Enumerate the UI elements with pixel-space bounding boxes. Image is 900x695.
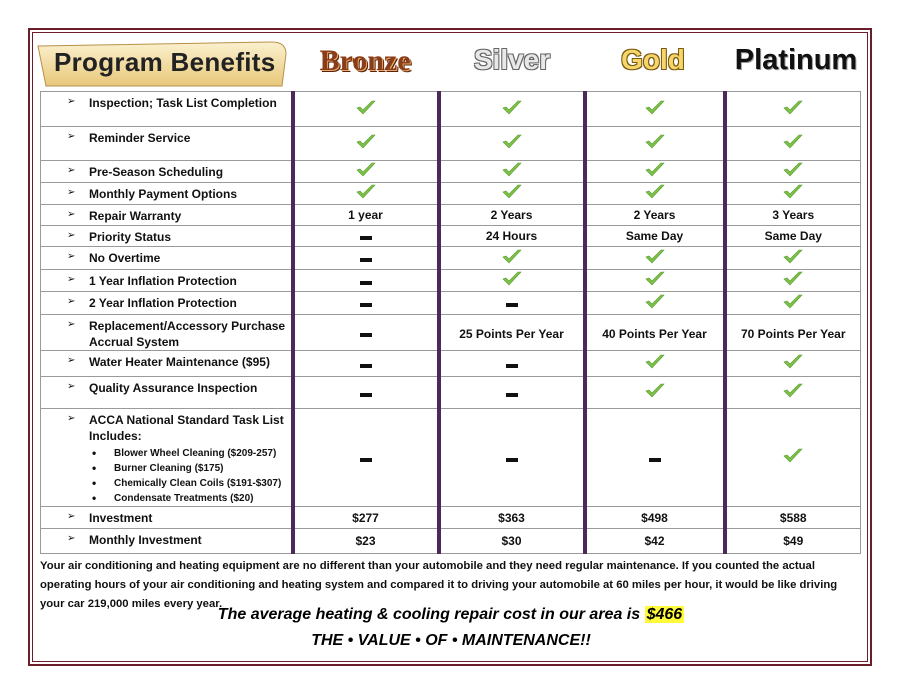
tier-value: 1 year <box>348 208 383 222</box>
tier-cell-silver <box>439 92 585 127</box>
dash-icon <box>649 458 661 462</box>
checkmark-icon <box>644 293 666 311</box>
arrow-bullet-icon: ➢ <box>67 319 76 330</box>
feature-cell <box>41 183 293 205</box>
tier-cell-silver <box>439 292 585 315</box>
tier-cell-gold <box>585 161 725 183</box>
tier-cell-silver <box>439 315 585 351</box>
checkmark-icon <box>501 133 523 151</box>
feature-label: Quality Assurance Inspection <box>89 381 258 395</box>
feature-label: Repair Warranty <box>89 209 182 223</box>
checkmark-icon <box>355 133 377 151</box>
tier-value: $588 <box>779 510 807 525</box>
tier-cell-platinum <box>725 270 861 292</box>
arrow-bullet-icon: ➢ <box>67 511 76 522</box>
tier-cell-silver <box>439 409 585 507</box>
checkmark-icon <box>644 353 666 371</box>
feature-label: Inspection; Task List Completion <box>89 96 277 110</box>
tier-value: $277 <box>352 510 379 525</box>
table-row <box>41 183 861 205</box>
tier-value: $42 <box>644 534 665 548</box>
tier-cell-bronze <box>293 507 439 529</box>
dash-icon <box>360 458 372 462</box>
tier-cell-gold <box>585 529 725 554</box>
tier-value: $30 <box>501 534 522 548</box>
tier-cell-gold <box>585 92 725 127</box>
table-row <box>41 226 861 247</box>
tier-cell-gold <box>585 409 725 507</box>
checkmark-icon <box>782 183 804 201</box>
tier-cell-bronze <box>293 127 439 161</box>
table-row <box>41 247 861 270</box>
tier-cell-bronze <box>293 409 439 507</box>
tier-cell-silver <box>439 247 585 270</box>
tier-cell-silver <box>439 127 585 161</box>
tier-cell-bronze <box>293 226 439 247</box>
tier-value: 24 Hours <box>485 229 538 243</box>
tier-cell-platinum <box>725 377 861 409</box>
tagline-text: The average heating & cooling repair cost in our area is <box>217 606 641 623</box>
tier-cell-platinum <box>725 226 861 247</box>
tier-cell-platinum <box>725 127 861 161</box>
checkmark-icon <box>782 353 804 371</box>
page-title: Program Benefits <box>54 47 276 77</box>
arrow-bullet-icon: ➢ <box>67 251 76 262</box>
tier-cell-bronze <box>293 270 439 292</box>
tier-cell-platinum <box>725 247 861 270</box>
tier-value: $49 <box>783 534 804 548</box>
feature-cell <box>41 226 293 247</box>
tier-value: 70 Points Per Year <box>740 327 846 341</box>
checkmark-icon <box>782 133 804 151</box>
checkmark-icon <box>644 161 666 179</box>
checkmark-icon <box>782 293 804 311</box>
tier-cell-gold <box>585 315 725 351</box>
arrow-bullet-icon: ➢ <box>67 209 76 220</box>
feature-cell <box>41 247 293 270</box>
table-row <box>41 377 861 409</box>
feature-cell <box>41 161 293 183</box>
checkmark-icon <box>644 270 666 288</box>
task-list-item: • Blower Wheel Cleaning ($209-257) <box>89 446 291 461</box>
tier-cell-gold <box>585 183 725 205</box>
feature-cell <box>41 315 293 351</box>
tier-cell-bronze <box>293 377 439 409</box>
arrow-bullet-icon: ➢ <box>67 274 76 285</box>
checkmark-icon <box>644 183 666 201</box>
arrow-bullet-icon: ➢ <box>67 413 76 424</box>
tier-cell-bronze <box>293 529 439 554</box>
feature-cell <box>41 529 293 554</box>
tier-cell-platinum <box>725 92 861 127</box>
feature-label: Water Heater Maintenance ($95) <box>89 355 270 369</box>
tier-cell-platinum <box>725 315 861 351</box>
dash-icon <box>506 393 518 397</box>
feature-cell <box>41 270 293 292</box>
checkmark-icon <box>355 161 377 179</box>
task-list-item: • Burner Cleaning ($175) <box>89 461 291 476</box>
feature-cell <box>41 292 293 315</box>
arrow-bullet-icon: ➢ <box>67 381 76 392</box>
dash-icon <box>360 258 372 262</box>
table-row <box>41 205 861 226</box>
checkmark-icon <box>644 248 666 266</box>
tier-cell-bronze <box>293 92 439 127</box>
value-of-maintenance: THE • VALUE • OF • MAINTENANCE!! <box>311 632 591 649</box>
tier-cell-bronze <box>293 183 439 205</box>
tier-cell-silver <box>439 351 585 377</box>
checkmark-icon <box>782 270 804 288</box>
tier-cell-gold <box>585 377 725 409</box>
table-row <box>41 315 861 351</box>
dash-icon <box>360 333 372 337</box>
tier-cell-platinum <box>725 183 861 205</box>
tier-cell-silver <box>439 205 585 226</box>
checkmark-icon <box>782 382 804 400</box>
benefits-table <box>40 91 861 554</box>
feature-cell <box>41 377 293 409</box>
maintenance-note: Your air conditioning and heating equipment are no different than your automobile and they need regular maintenance. If you counted the actual operating hours of your air conditioning and heating system and compared it to driving your automobile at 60 miles per hour, it would be like driving your car 219,000 miles every year. <box>40 560 838 610</box>
dash-icon <box>506 303 518 307</box>
feature-label: Investment <box>89 511 153 525</box>
checkmark-icon <box>501 183 523 201</box>
feature-label: Priority Status <box>89 230 172 244</box>
tier-cell-gold <box>585 205 725 226</box>
task-list-item: • Condensate Treatments ($20) <box>89 491 291 506</box>
arrow-bullet-icon: ➢ <box>67 131 76 142</box>
table-row <box>41 351 861 377</box>
checkmark-icon <box>644 382 666 400</box>
checkmark-icon <box>782 161 804 179</box>
feature-label: 2 Year Inflation Protection <box>89 296 237 310</box>
tier-cell-silver <box>439 377 585 409</box>
tier-cell-silver <box>439 270 585 292</box>
feature-cell <box>41 409 293 507</box>
tier-value: 25 Points Per Year <box>459 327 564 341</box>
tier-cell-bronze <box>293 247 439 270</box>
tier-cell-platinum <box>725 409 861 507</box>
tier-value: $498 <box>641 510 668 525</box>
table-row <box>41 161 861 183</box>
tier-cell-gold <box>585 127 725 161</box>
feature-cell <box>41 127 293 161</box>
arrow-bullet-icon: ➢ <box>67 165 76 176</box>
arrow-bullet-icon: ➢ <box>67 296 76 307</box>
feature-label: Monthly Investment <box>89 533 202 547</box>
checkmark-icon <box>355 99 377 117</box>
arrow-bullet-icon: ➢ <box>67 355 76 366</box>
feature-label: Pre-Season Scheduling <box>89 165 224 179</box>
tier-title-platinum: Platinum <box>734 44 858 76</box>
feature-cell <box>41 205 293 226</box>
tier-value: Same Day <box>764 229 822 243</box>
tier-cell-silver <box>439 161 585 183</box>
arrow-bullet-icon: ➢ <box>67 96 76 107</box>
tier-title-silver: Silver <box>473 44 551 75</box>
table-row <box>41 409 861 507</box>
tier-cell-platinum <box>725 507 861 529</box>
checkmark-icon <box>782 248 804 266</box>
checkmark-icon <box>644 133 666 151</box>
feature-cell <box>41 351 293 377</box>
repair-cost-amount: $466 <box>646 606 683 623</box>
dash-icon <box>360 364 372 368</box>
tier-cell-gold <box>585 507 725 529</box>
arrow-bullet-icon: ➢ <box>67 533 76 544</box>
tier-cell-platinum <box>725 351 861 377</box>
tier-value: $23 <box>355 534 376 548</box>
tier-value: $363 <box>498 510 525 525</box>
feature-label: Replacement/Accessory Purchase Accrual System <box>89 319 286 349</box>
feature-cell <box>41 92 293 127</box>
tier-cell-bronze <box>293 205 439 226</box>
dash-icon <box>506 364 518 368</box>
arrow-bullet-icon: ➢ <box>67 230 76 241</box>
table-row <box>41 92 861 127</box>
checkmark-icon <box>782 447 804 465</box>
tier-value: 40 Points Per Year <box>602 327 707 341</box>
checkmark-icon <box>644 99 666 117</box>
dash-icon <box>506 458 518 462</box>
checkmark-icon <box>501 161 523 179</box>
table-row <box>41 127 861 161</box>
tier-cell-platinum <box>725 205 861 226</box>
tier-cell-gold <box>585 270 725 292</box>
checkmark-icon <box>501 270 523 288</box>
feature-label: No Overtime <box>89 251 161 265</box>
table-row <box>41 507 861 529</box>
tier-title-bronze: Bronze <box>319 44 411 77</box>
checkmark-icon <box>782 99 804 117</box>
tier-cell-gold <box>585 292 725 315</box>
feature-label: ACCA National Standard Task List Includes: <box>89 413 284 443</box>
dash-icon <box>360 281 372 285</box>
checkmark-icon <box>355 183 377 201</box>
dash-icon <box>360 236 372 240</box>
repair-cost-tagline <box>40 606 862 624</box>
tier-cell-bronze <box>293 161 439 183</box>
tier-cell-bronze <box>293 351 439 377</box>
tier-cell-platinum <box>725 529 861 554</box>
tier-title-gold: Gold <box>621 44 685 75</box>
tier-value: 2 Years <box>490 208 533 222</box>
arrow-bullet-icon: ➢ <box>67 187 76 198</box>
feature-cell <box>41 507 293 529</box>
table-row <box>41 529 861 554</box>
table-row <box>41 292 861 315</box>
dash-icon <box>360 303 372 307</box>
tier-cell-bronze <box>293 315 439 351</box>
tier-value: 2 Years <box>633 208 676 222</box>
tier-cell-bronze <box>293 292 439 315</box>
tier-cell-platinum <box>725 292 861 315</box>
tier-cell-platinum <box>725 161 861 183</box>
checkmark-icon <box>501 99 523 117</box>
tier-cell-silver <box>439 507 585 529</box>
feature-label: Reminder Service <box>89 131 191 145</box>
dash-icon <box>360 393 372 397</box>
tier-cell-gold <box>585 351 725 377</box>
feature-label: Monthly Payment Options <box>89 187 238 201</box>
task-list-item: • Chemically Clean Coils ($191-$307) <box>89 476 291 491</box>
tier-cell-silver <box>439 529 585 554</box>
tier-value: Same Day <box>625 229 684 243</box>
table-row <box>41 270 861 292</box>
tier-cell-gold <box>585 226 725 247</box>
feature-label: 1 Year Inflation Protection <box>89 274 237 288</box>
tier-value: 3 Years <box>772 208 815 222</box>
tier-cell-silver <box>439 226 585 247</box>
tier-cell-gold <box>585 247 725 270</box>
task-list <box>69 446 291 506</box>
tier-cell-silver <box>439 183 585 205</box>
checkmark-icon <box>501 248 523 266</box>
